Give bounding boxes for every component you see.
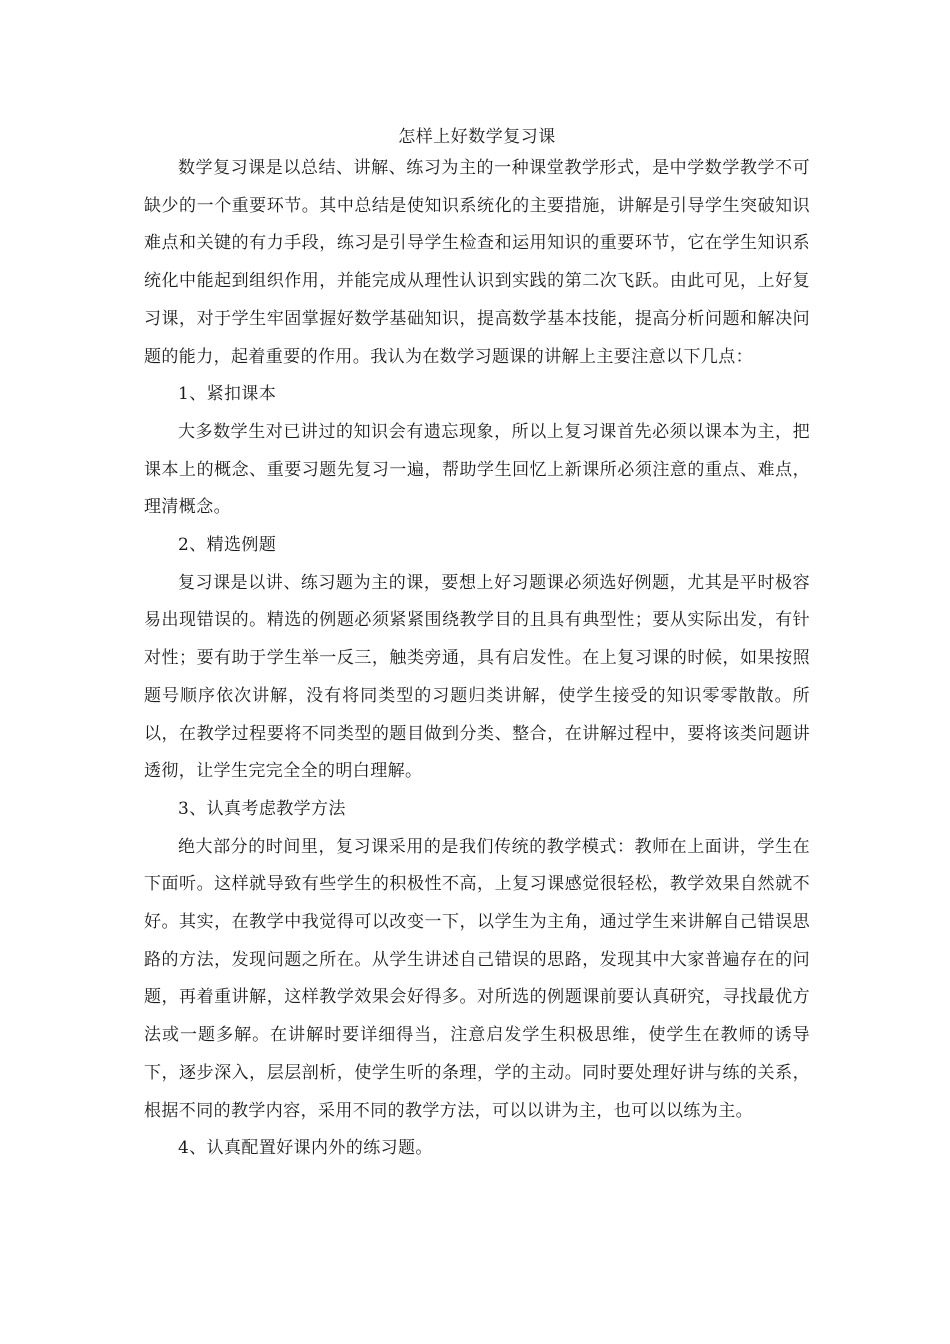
section-heading-2: 2、精选例题 — [178, 535, 277, 556]
section-body-1: 大多数学生对已讲过的知识会有遗忘现象，所以上复习课首先必须以课本为主，把课本上的概念、重要习题先复习一遍，帮助学生回忆上新课所必须注意的重点、难点，理清概念。 — [144, 421, 810, 518]
section-heading-3: 3、认真考虑教学方法 — [178, 798, 346, 819]
intro-paragraph: 数学复习课是以总结、讲解、练习为主的一种课堂教学形式，是中学数学教学不可缺少的一个重要环节。其中总结是使知识系统化的主要措施，讲解是引导学生突破知识难点和关键的有力手段，练习是引导学生检查和运用知识的重要环节，它在学生知识系统化中能起到组织作用，并能完成从理性认识到实践的第二次飞跃。由此可见，上好复习课，对于学生牢固掌握好数学基础知识，提高数学基本技能，提高分析问题和解决问题的能力，起着重要的作用。我认为在数学习题课的讲解上主要注意以下几点： — [144, 158, 810, 367]
section-heading-1: 1、紧扣课本 — [178, 384, 277, 405]
section-heading-4: 4、认真配置好课内外的练习题。 — [178, 1138, 433, 1159]
document-body — [144, 124, 810, 1168]
section-body-3: 绝大部分的时间里，复习课采用的是我们传统的教学模式：教师在上面讲，学生在下面听。这样就导致有些学生的积极性不高，上复习课感觉很轻松，教学效果自然就不好。其实，在教学中我觉得可以改变一下，以学生为主角，通过学生来讲解自己错误思路的方法，发现问题之所在。从学生讲述自己错误的思路，发现其中大家普遍存在的问题，再着重讲解，这样教学效果会好得多。对所选的例题课前要认真研究，寻找最优方法或一题多解。在讲解时要详细得当，注意启发学生积极思维，使学生在教师的诱导下，逐步深入，层层剖析，使学生听的条理，学的主动。同时要处理好讲与练的关系，根据不同的教学内容，采用不同的教学方法，可以以讲为主，也可以以练为主。 — [144, 836, 810, 1121]
document-title: 怎样上好数学复习课 — [398, 127, 556, 147]
section-body-2: 复习课是以讲、练习题为主的课，要想上好习题课必须选好例题，尤其是平时极容易出现错误的。精选的例题必须紧紧围绕教学目的且具有典型性；要从实际出发，有针对性；要有助于学生举一反三，触类旁通，具有启发性。在上复习课的时候，如果按照题号顺序依次讲解，没有将同类型的习题归类讲解，使学生接受的知识零零散散。所以，在教学过程要将不同类型的题目做到分类、整合，在讲解过程中，要将该类问题讲透彻，让学生完完全全的明白理解。 — [144, 572, 810, 782]
